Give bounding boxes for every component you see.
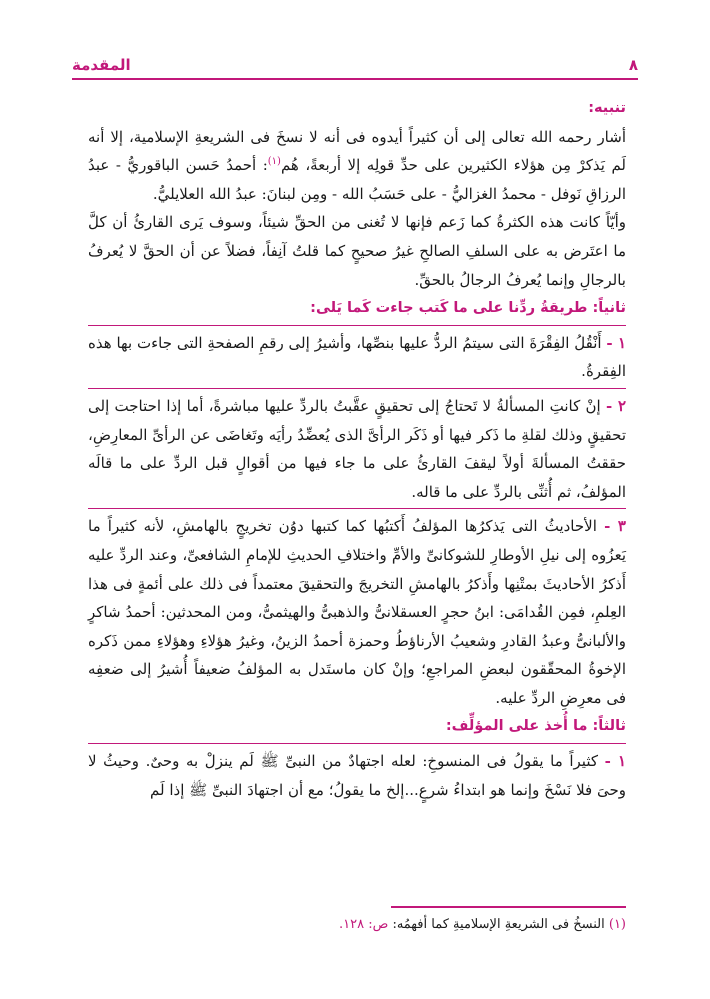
note-heading: تنبيه: <box>588 100 626 116</box>
divider <box>88 508 626 509</box>
item-4-number: ١ - <box>604 752 626 771</box>
note-paragraph-2: وأيّاً كانت هذه الكثرةُ كما زَعم فإنها لا تُغنى من الحقِّ شيئاً، وسوف يَرى القارئُ أن كلَّ ما اعتَرض به على السلفِ الصالحِ غيرُ صحيحٍ كما قلتُ آنِفاً، فضلاً عن أن الحقَّ لا يُعرفُ بالرجالِ وإنما يُعرفُ الرجالُ بالحقِّ. <box>88 213 626 289</box>
note-para-1-text-b: : أحمدُ حَسن الباقوريُّ - عبدُ الرزاقِ نَوفل - محمدُ الغزاليُّ - على حَسَبُ الله - ومِن لبنانَ: عبدُ الله العلايليُّ. <box>88 156 626 203</box>
item-1-text: أَنْقُلُ الفِقْرَةَ التى سيتمُ الردُّ عليها بنصِّها، وأشيرُ إلى رقمِ الصفحةِ التى جاءت بها هذه الفِقرةُ. <box>88 333 626 381</box>
footnote-page-ref: ص: ١٢٨. <box>338 917 389 932</box>
note-para-1-text-a: أشار رحمه الله تعالى إلى أن كثيراً أيدوه فى أنه لا نسخَ فى الشريعةِ الإسلامية، إلا أنه لَم يَذكرْ مِن هؤلاء الكثيرين على حدِّ قولِه إلا أربعةً، هُم <box>88 127 626 175</box>
footnote-reference[interactable]: (١) <box>267 156 281 168</box>
item-4-text: كثيراً ما يقولُ فى المنسوخِ: لعله اجتهادٌ من النبىِّ ﷺ لَم ينزلْ به وحىٌ. وحيثُ لا وحىَ فلا نَسْخَ وإنما هو ابتداءُ شرعٍ...إلخ ما يقولُ؛ مع أن اجتهادَ النبىِّ ﷺ إذا لَم <box>88 752 626 799</box>
divider <box>88 388 626 389</box>
item-1 <box>88 329 626 386</box>
item-2-text: إنْ كانتِ المسألةُ لا تَحتاجُ إلى تحقيقٍ عقَّبتُ بالردِّ عليها مباشرةً، أما إذا احتاجت إلى تحقيقٍ وذلك لقلةِ ما ذَكر فيها أو ذَكَر الرأىَّ الذى يُعضِّدُ رأيَه وتَغاضَى عن الرأىِّ المعارِضِ، حققتُ المسألةَ أولاً ليقفَ القارئُ على ما جاء فيها من أقوالٍ قبل الردِّ على ما قالَه المؤلفُ، ثم أُثنِّى بالردِّ على ما قاله. <box>88 396 626 501</box>
footnote-number: (١) <box>608 917 626 932</box>
footnote-text: النسخُ فى الشريعةِ الإسلاميةِ كما أفهمُه: <box>392 917 605 932</box>
item-3 <box>88 512 626 712</box>
item-2-number: ٢ - <box>605 396 626 415</box>
running-header <box>72 54 638 76</box>
footnote-rule <box>391 906 626 908</box>
item-2 <box>88 392 626 506</box>
item-1-number: ١ - <box>606 333 626 352</box>
divider <box>88 743 626 744</box>
item-3-number: ٣ - <box>604 517 626 536</box>
footnote <box>88 914 626 936</box>
page-number: ٨ <box>628 56 638 74</box>
second-heading: ثانياً: طريقةُ ردِّنا على ما كَتب جاءت كَما يَلى: <box>310 300 626 317</box>
header-rule <box>72 78 638 80</box>
item-4 <box>88 747 626 804</box>
section-title: المقدمة <box>72 56 131 74</box>
note-paragraph-1 <box>88 123 626 209</box>
main-text <box>88 94 626 804</box>
divider <box>88 325 626 326</box>
item-3-text: الأحاديثُ التى يَذكرُها المؤلفُ أَكتبُها كما كتبها دوُن تخريجٍ بالهامشِ، لأنه كثيراً ما يَعزُوه إلى نيلِ الأوطارِ للشوكانىِّ والأمِّ واختلافِ الحديثِ للإمامِ الشافعىِّ، وعند الردِّ عليه أَذكرُ الأحاديثَ بمتْنِها وأَذكرُ بالهامشِ التخريجَ والتحقيقَ معتمداً فى ذلك على أئمةٍ فى هذا العِلمِ، فمِن القُدامَى: ابنُ حجرٍ العسقلانىُّ والذهبىُّ والهيثمىُّ، ومن المحدثين: أحمدُ شاكرٍ والألبانىُّ وعبدُ القادرِ وشعيبُ الأرناؤطُ وحمزة أحمدُ الزينُ، وغيرُ هؤلاءِ وهؤلاءِ ممن ذَكره الإخوةُ المحقّقون لبعضِ المراجعِ؛ وإنْ كان ماستَدل به المؤلفُ ضعيفاً أُشيرُ إلى ضعفِه فى معرِضِ الردِّ عليه. <box>88 517 626 707</box>
third-heading: ثالثاً: ما أُخذ على المؤلِّف: <box>445 718 626 735</box>
